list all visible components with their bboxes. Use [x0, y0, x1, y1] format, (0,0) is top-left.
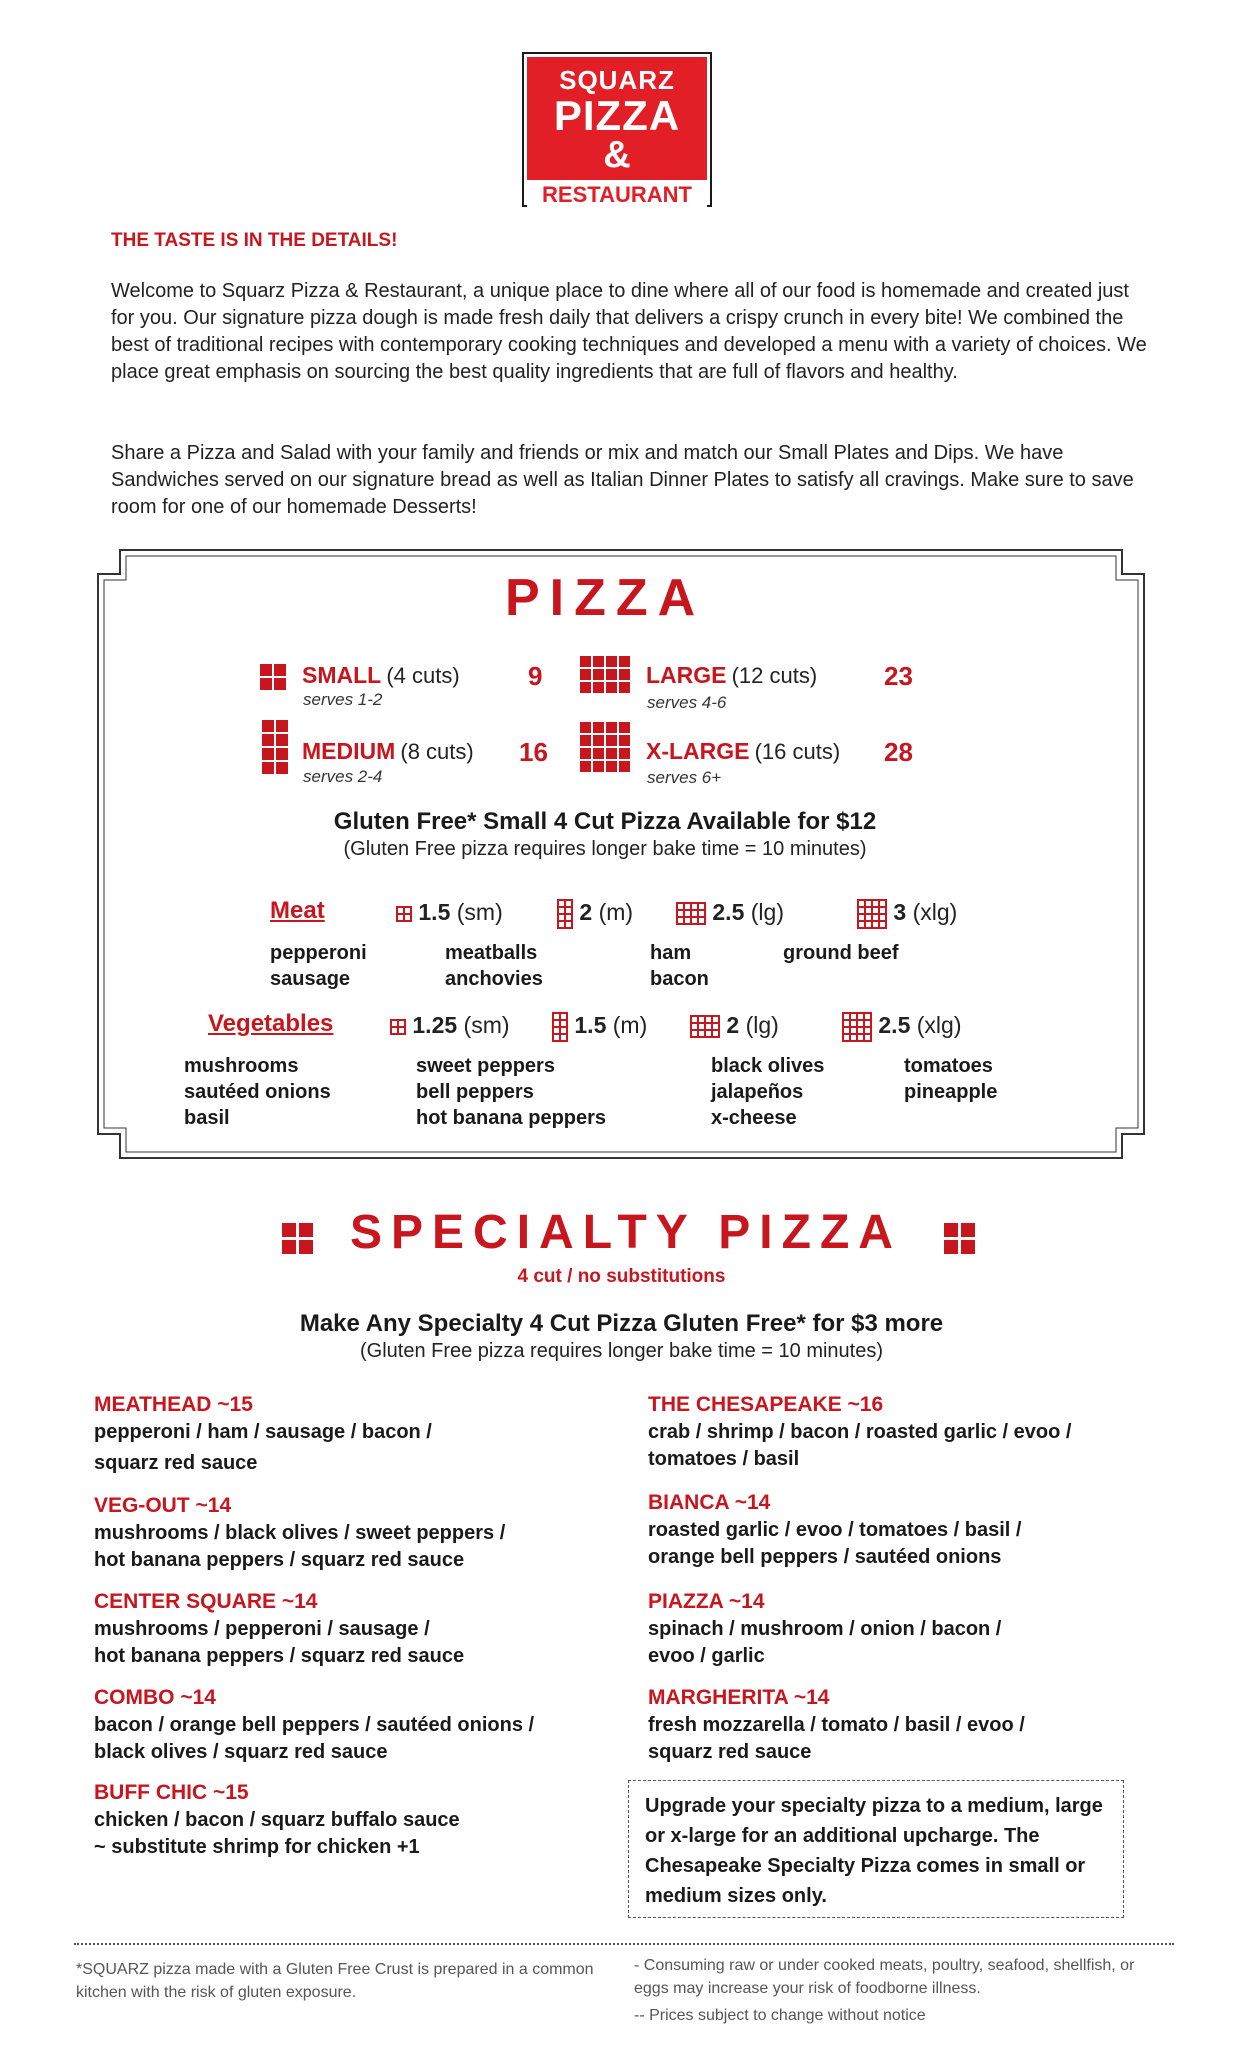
veg-column-3: [711, 1053, 824, 1131]
veg-column-1: [184, 1053, 331, 1131]
topping-item: black olives: [711, 1055, 825, 1077]
topping-item: bacon: [650, 968, 709, 990]
specialty-gluten-note: (Gluten Free pizza requires longer bake time = 10 minutes): [359, 1340, 884, 1362]
topping-item: ground beef: [783, 942, 899, 964]
specialty-name: MARGHERITA ~14: [648, 1686, 830, 1709]
topping-item: bell peppers: [416, 1081, 534, 1103]
size-medium-cuts: (8 cuts): [400, 739, 474, 764]
specialty-desc: hot banana peppers / squarz red sauce: [94, 1645, 465, 1667]
specialty-desc: tomatoes / basil: [648, 1448, 800, 1470]
tiny-grid-icon: [396, 906, 412, 922]
meat-label: Meat: [270, 897, 325, 924]
size-small-serves: serves 1-2: [303, 690, 383, 709]
size-xlarge-name: X-LARGE: [646, 738, 750, 764]
veg-price-lg: 2 (lg): [690, 1012, 779, 1039]
intro-paragraph-2: Share a Pizza and Salad with your family and friends or mix and match our Small Plates and Dips. We have Sandwiches served on our signature bread as well as Italian Dinner Plates to satisfy all cravings. Make sure to save room for one of our homemade Desserts!: [111, 442, 1134, 518]
tiny-grid-icon: [390, 1019, 406, 1035]
meat-price-sm: 1.5 (sm): [396, 899, 503, 926]
xlarge-grid-icon: [580, 722, 630, 772]
specialty-name: PIAZZA ~14: [648, 1590, 765, 1613]
specialty-left-grid-icon: [282, 1223, 313, 1254]
size-xlarge-serves: serves 6+: [647, 768, 722, 787]
medium-grid-icon: [262, 720, 288, 774]
specialty-desc: crab / shrimp / bacon / roasted garlic / evoo /: [648, 1421, 1072, 1443]
logo-line-3: &: [603, 134, 631, 176]
specialty-desc: pepperoni / ham / sausage / bacon /: [94, 1421, 432, 1443]
footer-price-notice: -- Prices subject to change without notice: [634, 2007, 926, 2024]
tiny-grid-icon: [557, 899, 573, 929]
size-large: [646, 662, 817, 689]
topping-item: sweet peppers: [416, 1055, 555, 1077]
intro-paragraph-1: Welcome to Squarz Pizza & Restaurant, a unique place to dine where all of our food is homemade and created just for you. Our signature pizza dough is made fresh daily that delivers a crispy crunch in every bite! We combined the best of traditional recipes with contemporary cooking techniques and developed a menu with a variety of choices. We place great emphasis on sourcing the best quality ingredients that are full of flavors and healthy.: [111, 280, 1147, 383]
specialty-name: VEG-OUT ~14: [94, 1494, 232, 1517]
meat-column-3: [650, 940, 709, 992]
topping-item: sautéed onions: [184, 1081, 331, 1103]
specialty-item: [94, 1686, 534, 1766]
size-medium-name: MEDIUM: [302, 738, 396, 764]
specialty-item: [648, 1491, 1021, 1571]
logo-line-4: RESTAURANT: [527, 180, 707, 210]
topping-item: basil: [184, 1107, 230, 1129]
meat-column-4: [783, 940, 899, 966]
topping-item: meatballs: [445, 942, 538, 964]
specialty-desc: spinach / mushroom / onion / bacon /: [648, 1618, 1002, 1640]
specialty-name: COMBO ~14: [94, 1686, 216, 1709]
tiny-grid-icon: [857, 899, 887, 929]
specialty-item: [94, 1781, 460, 1861]
specialty-desc: mushrooms / pepperoni / sausage /: [94, 1618, 430, 1640]
specialty-desc: black olives / squarz red sauce: [94, 1741, 388, 1763]
specialty-title: SPECIALTY PIZZA: [350, 1206, 902, 1259]
large-grid-icon: [580, 656, 630, 693]
specialty-desc: fresh mozzarella / tomato / basil / evoo /: [648, 1714, 1025, 1736]
logo-line-1: SQUARZ: [559, 65, 675, 95]
pizza-title: PIZZA: [505, 569, 706, 627]
veg-price-xlg: 2.5 (xlg): [842, 1012, 962, 1042]
specialty-desc: squarz red sauce: [648, 1741, 812, 1763]
topping-item: mushrooms: [184, 1055, 299, 1077]
specialty-right-grid-icon: [944, 1223, 975, 1254]
specialty-desc: chicken / bacon / squarz buffalo sauce: [94, 1809, 460, 1831]
size-small-cuts: (4 cuts): [386, 663, 460, 688]
specialty-desc: ~ substitute shrimp for chicken +1: [94, 1836, 420, 1858]
specialty-desc: orange bell peppers / sautéed onions: [648, 1546, 1002, 1568]
topping-item: jalapeños: [711, 1081, 804, 1103]
size-small: [302, 662, 460, 689]
specialty-item: [648, 1393, 1071, 1473]
specialty-name: MEATHEAD ~15: [94, 1393, 253, 1416]
size-medium-price: 16: [519, 737, 548, 767]
size-small-price: 9: [528, 661, 543, 691]
size-medium: [302, 738, 474, 765]
vegetables-label: Vegetables: [208, 1010, 334, 1037]
specialty-name: CENTER SQUARE ~14: [94, 1590, 318, 1613]
specialty-name: BIANCA ~14: [648, 1491, 771, 1514]
specialty-desc: roasted garlic / evoo / tomatoes / basil /: [648, 1519, 1022, 1541]
size-xlarge-cuts: (16 cuts): [754, 739, 841, 764]
size-large-serves: serves 4-6: [647, 693, 727, 712]
size-large-name: LARGE: [646, 662, 727, 688]
tagline: THE TASTE IS IN THE DETAILS!: [111, 230, 398, 251]
specialty-desc: squarz red sauce: [94, 1452, 258, 1474]
veg-price-m: 1.5 (m): [552, 1012, 647, 1042]
tiny-grid-icon: [552, 1012, 568, 1042]
specialty-item: [94, 1494, 505, 1574]
meat-price-m: 2 (m): [557, 899, 633, 929]
veg-price-sm: 1.25 (sm): [390, 1012, 510, 1039]
gluten-free-note: (Gluten Free pizza requires longer bake time = 10 minutes): [343, 838, 867, 860]
topping-item: pineapple: [904, 1081, 998, 1103]
specialty-gluten-free: Make Any Specialty 4 Cut Pizza Gluten Free* for $3 more: [299, 1310, 944, 1337]
topping-item: ham: [650, 942, 692, 964]
footer-divider: [74, 1943, 1174, 1945]
size-large-price: 23: [884, 661, 913, 691]
size-xlarge-price: 28: [884, 737, 913, 767]
specialty-desc: hot banana peppers / squarz red sauce: [94, 1549, 465, 1571]
meat-column-1: [270, 940, 367, 992]
specialty-item: [648, 1590, 1001, 1670]
specialty-item: [94, 1393, 432, 1477]
specialty-name: BUFF CHIC ~15: [94, 1781, 249, 1804]
veg-column-2: [416, 1053, 606, 1131]
size-small-name: SMALL: [302, 662, 382, 688]
topping-item: tomatoes: [904, 1055, 993, 1077]
specialty-name: THE CHESAPEAKE ~16: [648, 1393, 884, 1416]
upgrade-notice: Upgrade your specialty pizza to a medium, large or x-large for an additional upcharge. The Chesapeake Specialty Pizza comes in small or medium sizes only.: [628, 1780, 1124, 1918]
small-grid-icon: [260, 664, 286, 690]
footer-gluten-disclaimer: *SQUARZ pizza made with a Gluten Free Crust is prepared in a common kitchen with the risk of gluten exposure.: [76, 1961, 594, 2001]
topping-item: x-cheese: [711, 1107, 797, 1129]
meat-column-2: [445, 940, 543, 992]
specialty-item: [94, 1590, 464, 1670]
tiny-grid-icon: [690, 1015, 720, 1038]
topping-item: anchovies: [445, 968, 543, 990]
specialty-desc: evoo / garlic: [648, 1645, 765, 1667]
gluten-free-heading: Gluten Free* Small 4 Cut Pizza Available for $12: [333, 808, 877, 835]
specialty-desc: bacon / orange bell peppers / sautéed onions /: [94, 1714, 535, 1736]
specialty-note: 4 cut / no substitutions: [517, 1266, 726, 1287]
size-large-cuts: (12 cuts): [731, 663, 818, 688]
topping-item: pepperoni: [270, 942, 367, 964]
veg-column-4: [904, 1053, 997, 1105]
footer-food-safety: - Consuming raw or under cooked meats, poultry, seafood, shellfish, or eggs may increase your risk of foodborne illness.: [634, 1957, 1135, 1997]
specialty-desc: mushrooms / black olives / sweet peppers /: [94, 1522, 506, 1544]
topping-item: sausage: [270, 968, 351, 990]
size-medium-serves: serves 2-4: [303, 767, 383, 786]
specialty-item: [648, 1686, 1025, 1766]
tiny-grid-icon: [676, 902, 706, 925]
tiny-grid-icon: [842, 1012, 872, 1042]
size-xlarge: [646, 738, 840, 765]
logo-line-2: PIZZA: [553, 92, 681, 139]
topping-item: hot banana peppers: [416, 1107, 607, 1129]
meat-price-lg: 2.5 (lg): [676, 899, 784, 926]
meat-price-xlg: 3 (xlg): [857, 899, 957, 929]
logo: [522, 52, 712, 207]
